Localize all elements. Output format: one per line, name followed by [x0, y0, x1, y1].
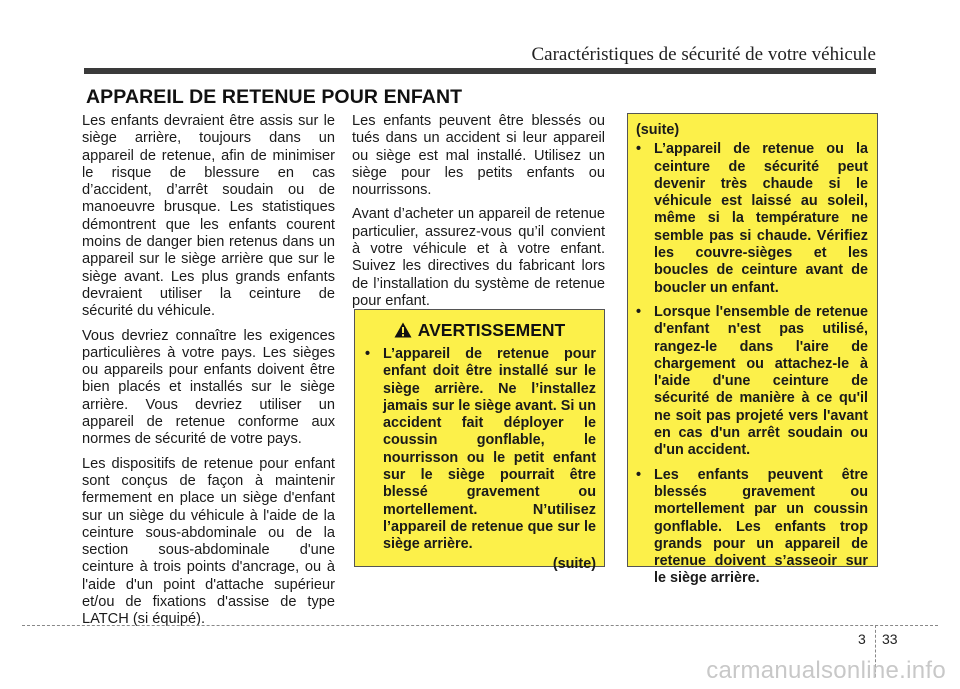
watermark: carmanualsonline.info: [706, 657, 946, 684]
warning-continued-box: [627, 113, 878, 587]
column-middle: [352, 113, 605, 317]
header-title: Caractéristiques de sécurité de votre véhicule: [531, 44, 876, 65]
bullet-dot: •: [636, 466, 642, 483]
warning-text: Lorsque l'ensemble de retenue d'enfant n'est pas utilisé, rangez-le dans l'aire de chargement ou attachez-le à l'aide d'une ceinture de sécurité de manière à ce qu'il ne soit pas projeté vers l'avant en cas d'un arrêt soudain ou d'un accident.: [654, 303, 868, 459]
header-rule: [84, 68, 876, 74]
page-number: 33: [882, 631, 898, 647]
list-item: [636, 141, 868, 297]
warning-continued-body: [636, 122, 868, 595]
warning-body: [365, 346, 596, 573]
paragraph: Avant d’acheter un appareil de retenue particulier, assurez-vous qu’il convient à votre véhicule et à votre enfant. Suivez les directives du fabricant lors de l’installation du système de retenue pour enfant.: [352, 206, 605, 309]
list-item: [365, 346, 596, 554]
paragraph: Les dispositifs de retenue pour enfant sont conçus de façon à maintenir fermement en place un siège d'enfant sur un siège du véhicule à l'aide de la ceinture sous-abdominale ou de la section sous-abdominale d'une ceinture à trois points d'ancrage, ou à l'aide d'un point d'attache supérieur et/ou de fixations d'assise de type LATCH (si équipé).: [82, 455, 335, 628]
list-item: [636, 467, 868, 588]
paragraph: Vous devriez connaître les exigences particulières à votre pays. Les sièges ou appareils pour enfants doivent être bien placés et installés sur le siège arrière. Vous devriez utiliser un appareil de retenue conforme aux normes de sécurité de votre pays.: [82, 327, 335, 448]
column-left: [82, 113, 335, 636]
warning-title: AVERTISSEMENT: [417, 320, 566, 340]
bullet-dot: •: [636, 141, 642, 158]
warning-text: L’appareil de retenue pour enfant doit être installé sur le siège arrière. Ne l’installez jamais sur le siège avant. Si un accident fait déployer le coussin gonflable, le nourrisson ou le petit enfant sur le siège pourrait être blessé gravement ou mortellement. N’utilisez l’appareil de retenue que sur le siège arrière.: [383, 346, 596, 553]
warning-triangle-icon: [394, 322, 412, 343]
list-item: [636, 304, 868, 460]
bullet-dot: •: [636, 303, 642, 320]
warning-box: [354, 309, 605, 572]
continued-label: (suite): [636, 122, 680, 138]
bullet-dot: •: [365, 346, 371, 362]
section-title: APPAREIL DE RETENUE POUR ENFANT: [86, 86, 463, 108]
paragraph: Les enfants peuvent être blessés ou tués dans un accident si leur appareil ou siège est mal installé. Utilisez un siège pour les petits enfants ou nourrissons.: [352, 113, 605, 199]
warning-text: Les enfants peuvent être blessés gravement ou mortellement par un coussin gonflable. Les enfants trop grands pour un appareil de retenue doivent s’asseoir sur le siège arrière.: [654, 466, 868, 587]
paragraph: Les enfants devraient être assis sur le siège arrière, toujours dans un appareil de retenue, afin de minimiser le risque de blessure en cas d’accident, d’arrêt soudain ou de manoeuvre brusque. Les statistiques démontrent que les enfants courent moins de danger bien retenus dans un appareil sur le siège arrière que sur le siège avant. Les plus grands enfants devraient utiliser la ceinture de sécurité du véhicule.: [82, 113, 335, 320]
chapter-number: 3: [858, 631, 866, 647]
footer-divider: [22, 625, 938, 626]
warning-text: L’appareil de retenue ou la ceinture de sécurité peut devenir très chaude si le véhicule est laissé au soleil, même si la température ne semble pas si chaude. Vérifiez les couvre-sièges et les boucles de ceinture avant de boucler un enfant.: [654, 141, 868, 296]
warning-heading: [355, 320, 604, 343]
continued-label: (suite): [552, 555, 596, 572]
